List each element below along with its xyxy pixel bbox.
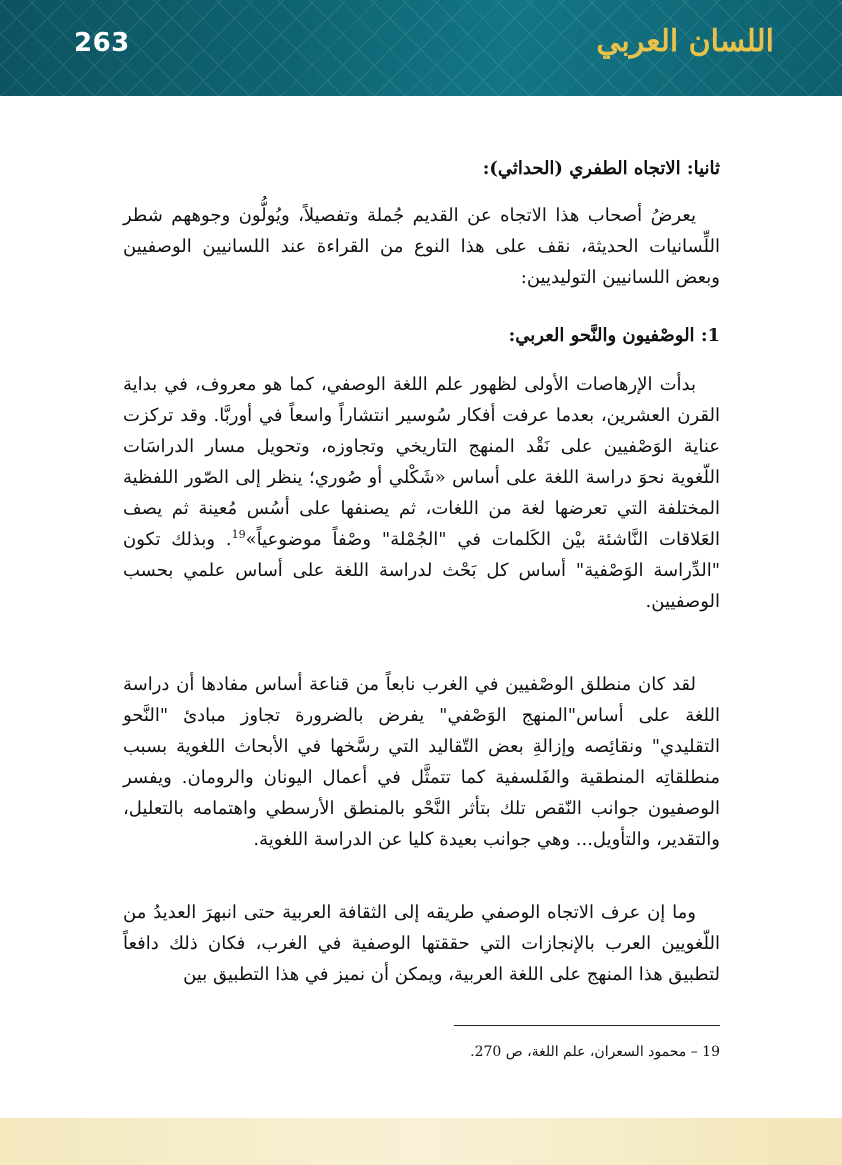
journal-logo: اللسان العربي (596, 24, 774, 59)
paragraph-4 (123, 897, 720, 990)
paragraph-3 (123, 669, 720, 855)
footnote-divider (454, 1025, 720, 1026)
footnote-ref: 19 (231, 528, 246, 541)
heading-text: 1: الوصْفيون والنَّحو العربي: (508, 325, 720, 346)
paragraph-text (123, 369, 720, 617)
paragraph-2-main: بدأت الإرهاصات الأولى لظهور علم اللغة الوصفي، كما هو معروف، في بداية القرن العشرين، بعدما عرفت أفكار سُوسير انتشاراً واسعاً في أوربَّا. وقد تركزت عناية الوَصْفيين على نَقْد المنهج التاريخي وتجاوزه، وتحويل مسار الدراسَات اللّغوية نحوَ دراسة اللغة على أساس «شَكْلي أو صُوري؛ ينظر إلى الصّور اللفظية المختلفة التي تعرضها لغة من اللغات، ثم يصنفها على أسُس مُعينة ثم يصف العَلاقات النَّاشئة بيْن الكَلمات في "الجُمْلة" وصْفاً موضوعياً» (123, 374, 720, 550)
section-heading-2 (123, 153, 720, 184)
heading-text: ثانيا: الاتجاه الطفري (الحداثي): (482, 158, 720, 179)
paragraph-text: يعرضُ أصحاب هذا الاتجاه عن القديم جُملة وتفصيلاً، ويُولُّون وجوههم شطر اللِّسانيات الحديثة، نقف على هذا النوع من القراءة عند اللسانيين الوصفيين وبعض اللسانيين التوليديين: (123, 205, 720, 288)
paragraph-2 (123, 369, 720, 617)
page-footer-band (0, 1118, 842, 1165)
section-heading-1 (123, 320, 720, 351)
page-number: 263 (74, 28, 130, 58)
paragraph-text: وما إن عرف الاتجاه الوصفي طريقه إلى الثقافة العربية حتى انبهرَ العديدُ من اللّغويين العرب بالإنجازات التي حققتها الوصفية في الغرب، فكان ذلك دافعاً لتطبيق هذا المنهج على اللغة العربية، ويمكن أن نميز في هذا التطبيق بين (123, 902, 720, 985)
paragraph-1 (123, 200, 720, 293)
paragraph-2-tail: . وبذلك تكون "الدِّراسة الوَصْفية" أساس كل بَحْث لدراسة اللغة على أساس علمي بحسب الوصفيين. (123, 529, 720, 612)
page-header (0, 0, 842, 96)
paragraph-text: لقد كان منطلق الوصْفيين في الغرب نابعاً من قناعة أساس مفادها أن دراسة اللغة على أساس"المنهج الوَصْفي" يفرض بالضرورة تجاوز مبادئ "النَّحو التقليدي" ونقائِصه وإزالةِ بعض التّقاليد التي رسَّخها في الأبحاث اللغوية بسبب منطلقاتِه المنطقية والفَلسفية كما تتمثَّل في أعمال اليونان والرومان. ويفسر الوصفيون جوانب النّقص تلك بتأثر النَّحْو بالمنطق الأرسطي واهتمامه بالتعليل، والتقدير، والتأويل... وهي جوانب بعيدة كليا عن الدراسة اللغوية. (123, 674, 720, 850)
footnote: 19 – محمود السعران، علم اللغة، ص 270. (470, 1044, 720, 1060)
